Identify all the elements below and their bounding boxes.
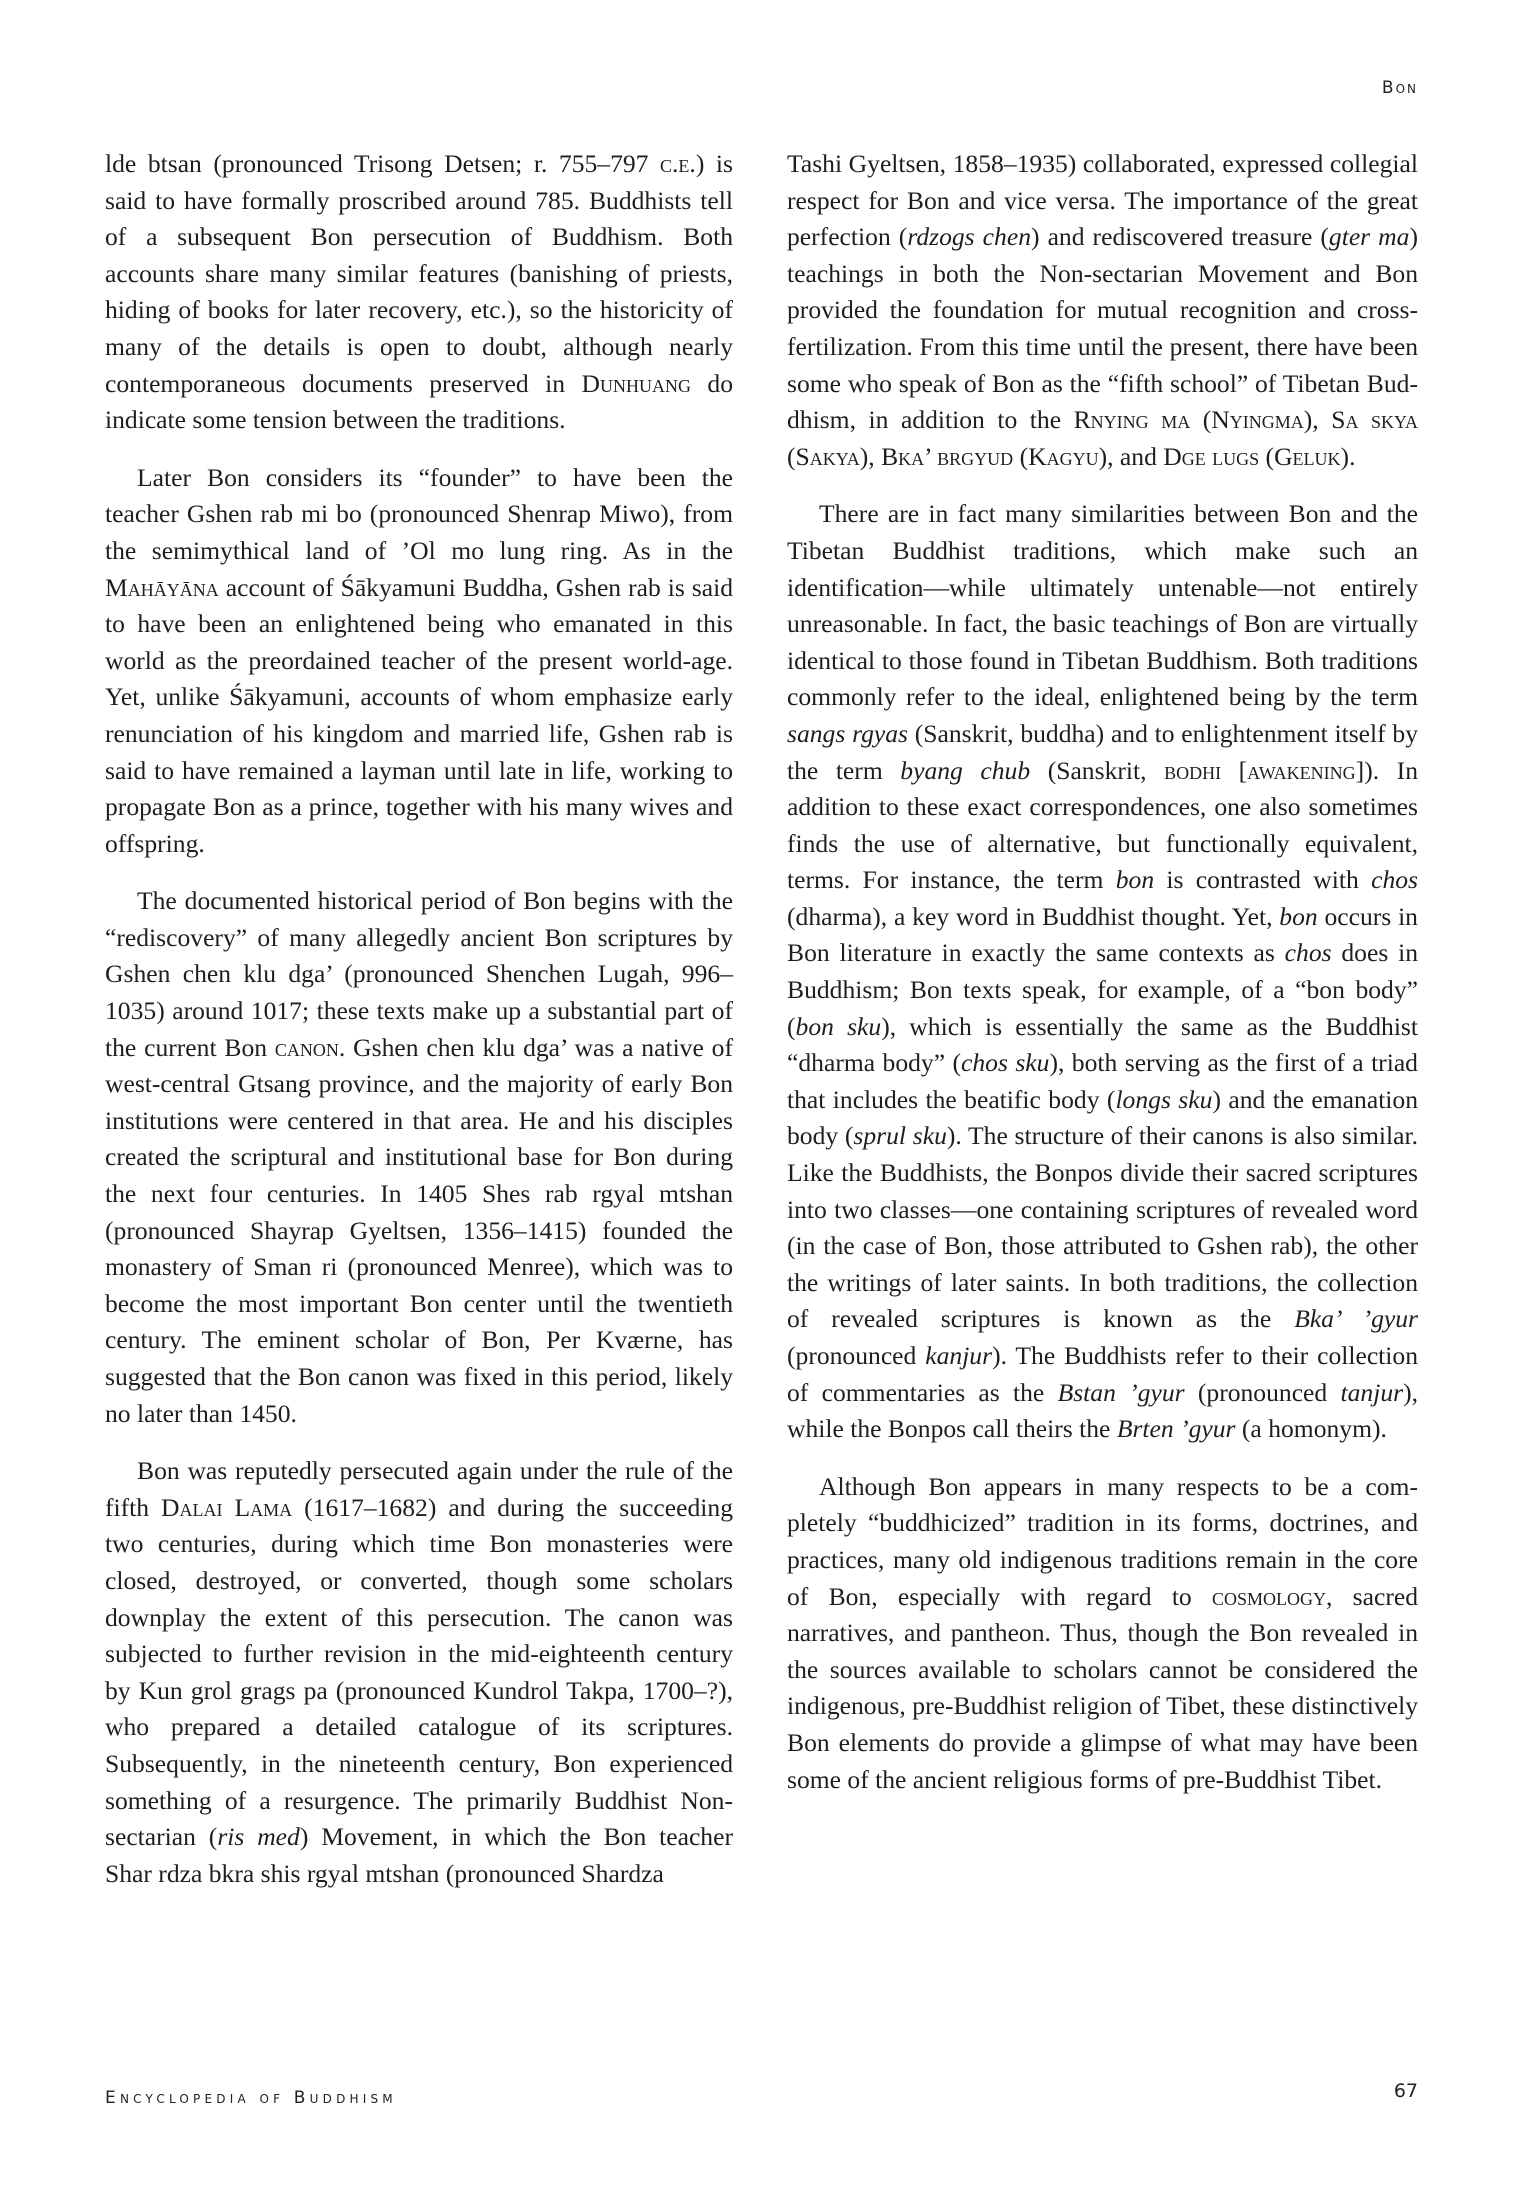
text-run: lde btsan (pronounced Trisong Detsen; r. 755–797 [105, 149, 661, 178]
text-run: , [868, 441, 882, 471]
cross-reference: canon [274, 1032, 339, 1062]
text-run: Bon was reputedly persecuted again under the rule of the fifth [105, 1456, 733, 1522]
italic-term: chos [1371, 865, 1418, 895]
text-run: (Sanskrit, [1030, 755, 1165, 785]
right-column [787, 146, 1418, 1798]
cross-reference: Rnying ma (Nyingma) [1073, 405, 1313, 435]
italic-term: rdzogs chen [907, 222, 1031, 252]
italic-term: Bka’ ’gyur [1294, 1304, 1419, 1334]
text-run: Although Bon appears in many respects to be a completely “buddhicized” tradition in its forms, doctrines, and practices, many old indigenous traditions remain in the core of Bon, especially with regard to [787, 1471, 1418, 1611]
italic-term: bon [1279, 901, 1318, 931]
text-run: ) is said to have formally proscribed around 785. Buddhists tell of a subsequent Bon persecution of Buddhism. Both accounts share many similar features (banishing of priests, hiding of books for later recovery, etc.), so the historicity of many of the details is open to doubt, although nearly contemporaneous documents preserved in [105, 149, 733, 398]
cross-reference: Mahāyāna [105, 572, 219, 602]
italic-term: Brten ’gyur [1116, 1414, 1236, 1444]
italic-term: Bstan ’gyur [1057, 1377, 1185, 1407]
italic-term: byang chub [900, 755, 1031, 785]
text-run: (Sanskrit, buddha) and to enlightenment itself by the term [787, 718, 1419, 785]
text-run: . Gshen chen klu dga’ was a native of west-central Gtsang province, and the majority of early Bon institutions were centered in that area. He and his disciples created the scriptural and institutional base for Bon during the next four centuries. In 1405 Shes rab rgyal mtshan (pronounced Shayrap Gyeltsen, 1356–1415) founded the monastery of Sman ri (pronounced Menree), which was to become the most important Bon center until the twentieth century. The eminent scholar of Bon, Per Kværne, has suggested that the Bon canon was fixed in this period, likely no later than 1450. [105, 1032, 733, 1428]
page-number: 67 [1393, 2080, 1418, 2102]
paragraph [787, 496, 1418, 1447]
paragraph [105, 1453, 733, 1892]
italic-term: tanjur [1340, 1377, 1404, 1407]
text-run: ), which is essentially the same as the Buddhist “dharma body” ( [787, 1011, 1419, 1078]
running-head: Bon [1381, 78, 1418, 98]
text-run: do indicate some tension between the traditions. [105, 368, 733, 435]
paragraph [105, 146, 733, 439]
italic-term: gter ma [1328, 222, 1410, 252]
text-run: (pronounced [1184, 1377, 1341, 1407]
text-run: does in Buddhism; Bon texts speak, for example, of a “bon body” ( [787, 938, 1418, 1041]
italic-term: ris med [217, 1822, 300, 1852]
text-run: , [1312, 405, 1332, 435]
text-run: ). The Buddhists refer to their collection of commentaries as the [787, 1341, 1418, 1407]
text-run: (pronounced [787, 1341, 926, 1370]
text-run: ) and rediscovered treasure ( [1031, 222, 1329, 252]
cross-reference: bodhi [awakening] [1164, 755, 1365, 785]
text-run: (a homonym). [1235, 1414, 1387, 1444]
cross-reference: Bka’ brgyud (Kagyu) [881, 441, 1108, 471]
cross-reference: Sa skya (Sakya) [787, 405, 1418, 471]
text-run: (1617–1682) and during the succeeding two centuries, during which time Bon monasteries were closed, destroyed, or converted, though some scholars downplay the extent of this persecution. The canon was subjected to further revision in the mid-eighteenth century by Kun grol grags pa (pronounced Kundrol Takpa, 1700–?), who prepared a detailed catalogue of its scriptures. Subsequently, in the nineteenth century, Bon experienced something of a resurgence. The primarily Buddhist Non-sectarian ( [105, 1492, 733, 1852]
text-run: ). In addition to these exact correspondences, one also sometimes finds the use of alternative, but functionally equivalent, terms. For instance, the term [787, 755, 1418, 895]
italic-term: kanjur [925, 1341, 993, 1370]
cross-reference: Dunhuang [581, 368, 691, 398]
text-run: is contrasted with [1154, 865, 1372, 895]
text-run: , and [1107, 441, 1164, 471]
italic-term: sprul sku [853, 1121, 947, 1151]
text-run: ). The structure of their canons is also similar. Like the Buddhists, the Bonpos divide their sacred scriptures into two classes—one containing scriptures of revealed word (in the case of Bon, those attributed to Gshen rab), the other the writings of later saints. In both traditions, the collection of revealed scriptures is known as the [787, 1121, 1418, 1334]
cross-reference: cosmology [1211, 1581, 1326, 1611]
paragraph [105, 883, 733, 1432]
cross-reference: Dalai Lama [161, 1492, 293, 1522]
cross-reference: Dge lugs (Geluk) [1163, 441, 1350, 471]
italic-term: sangs rgyas [787, 718, 908, 748]
text-run: There are in fact many similarities between Bon and the Tibetan Buddhist traditions, which make such an identification—while ultimately untenable—not entirely unreasonable. In fact, the basic teachings of Bon are virtually identical to those found in Tibetan Buddhism. Both traditions commonly refer to the ideal, enlightened being by the term [787, 499, 1418, 712]
text-run: ), while the Bonpos call theirs the [787, 1377, 1418, 1444]
italic-term: bon sku [795, 1011, 882, 1041]
paragraph [105, 460, 733, 863]
text-run: Tashi Gyeltsen, 1858–1935) collaborated, expressed collegial respect for Bon and vice versa. The importance of the great perfection ( [787, 149, 1418, 252]
text-run: account of Śākyamuni Buddha, Gshen rab is said to have been an enlightened being who emanated in this world as the preordained teacher of the present world-age. Yet, unlike Śākyamuni, accounts of whom emphasize early renunciation of his kingdom and married life, Gshen rab is said to have remained a layman until late in life, working to propagate Bon as a prince, together with his many wives and offspring. [105, 572, 733, 858]
italic-term: bon [1115, 865, 1155, 895]
text-run: ), both serving as the first of a triad that includes the beatific body ( [787, 1048, 1418, 1114]
italic-term: longs sku [1115, 1084, 1213, 1114]
paragraph [787, 1469, 1418, 1798]
text-run: The documented historical period of Bon begins with the “rediscovery” of many allegedly ancient Bon scriptures by Gshen chen klu dga’ (pronounced Shenchen Lugah, 996–1035) around 1017; these texts make up a substantial part of the current Bon [105, 886, 733, 1062]
text-run: ) and the emanation body ( [787, 1084, 1419, 1151]
text-run: occurs in Bon literature in exactly the same contexts as [787, 901, 1418, 968]
text-run: Later Bon considers its “founder” to have been the teacher Gshen rab mi bo (pronounced Shenrap Miwo), from the semimythical land of ’Ol mo lung ring. As in the [105, 462, 733, 565]
text-run: ) teachings in both the Non-sectarian Movement and Bon provided the foundation for mutual recognition and cross-fertilization. From this time until the present, there have been some who speak of Bon as the “fifth school” of Tibetan Buddhism, in addition to the [787, 222, 1418, 435]
text-run: ) Movement, in which the Bon teacher Shar rdza bkra shis rgyal mtshan (pronounced Shardza [105, 1822, 733, 1888]
cross-reference: c.e. [660, 149, 696, 178]
text-run: . [1349, 441, 1356, 471]
italic-term: chos sku [961, 1048, 1050, 1078]
text-run: , sacred narratives, and pantheon. Thus, though the Bon revealed in the sources available to scholars cannot be considered the indigenous, pre-Buddhist religion of Tibet, these distinctively Bon elements do provide a glimpse of what may have been some of the ancient religious forms of pre-Buddhist Tibet. [787, 1581, 1419, 1794]
paragraph [787, 146, 1418, 475]
text-run: (dharma), a key word in Buddhist thought. Yet, [787, 901, 1280, 931]
italic-term: chos [1284, 938, 1332, 968]
left-column [105, 146, 733, 1892]
footer-book-title: Encyclopedia of Buddhism [105, 2088, 397, 2108]
